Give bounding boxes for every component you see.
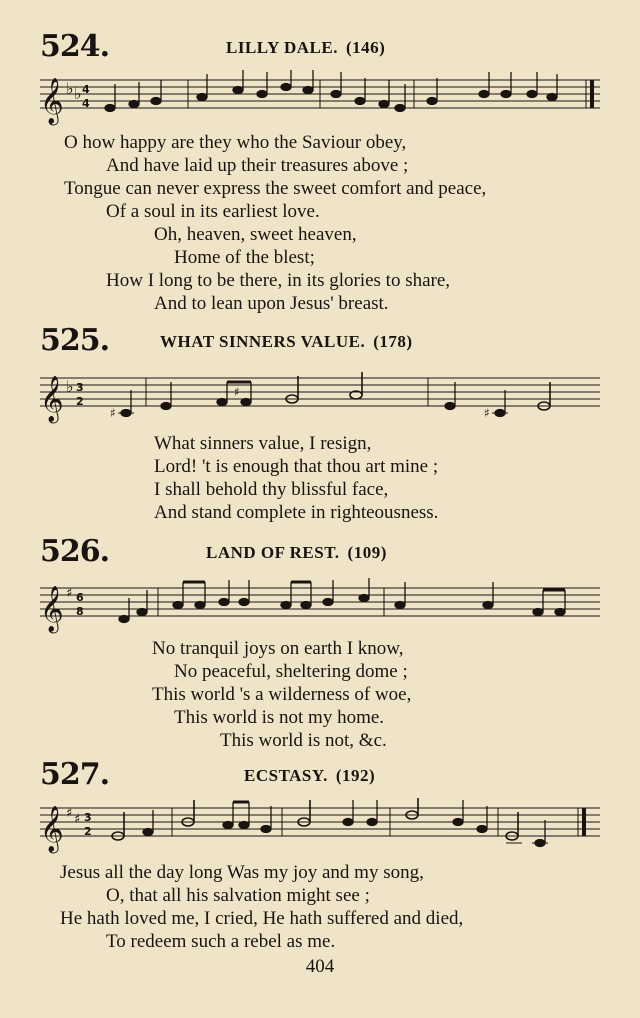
verse-line: This world 's a wilderness of woe, <box>152 684 412 705</box>
verse-line: And to lean upon Jesus' breast. <box>154 293 389 314</box>
svg-text:♯: ♯ <box>110 406 116 420</box>
hymn-524-header <box>0 29 640 64</box>
svg-text:♯: ♯ <box>74 812 81 827</box>
svg-text:♭: ♭ <box>74 84 82 103</box>
hymn-title <box>226 38 385 58</box>
svg-text:2: 2 <box>76 395 84 408</box>
verse-line: And stand complete in righteousness. <box>154 502 439 523</box>
svg-text:𝄞: 𝄞 <box>40 78 64 124</box>
tune-name: WHAT SINNERS VALUE. <box>160 332 366 351</box>
verse-line: What sinners value, I resign, <box>154 433 372 454</box>
hymn-title <box>206 543 387 563</box>
verse-line: Of a soul in its earliest love. <box>106 201 320 222</box>
verse-line: He hath loved me, I cried, He hath suffered and died, <box>60 908 464 929</box>
verse-line: This world is not, &c. <box>220 730 387 751</box>
svg-text:𝄞: 𝄞 <box>40 376 64 422</box>
hymn-number: 527. <box>40 757 110 792</box>
tune-name: LILLY DALE. <box>226 38 338 57</box>
verse-line: How I long to be there, in its glories to share, <box>106 270 451 291</box>
svg-text:♭: ♭ <box>66 377 74 396</box>
tune-name: LAND OF REST. <box>206 543 340 562</box>
verse-line: No peaceful, sheltering dome ; <box>174 661 408 682</box>
svg-text:♭: ♭ <box>66 79 74 98</box>
verse-line: O, that all his salvation might see ; <box>106 885 370 906</box>
hymn-title <box>244 766 375 786</box>
tune-reference: (178) <box>373 332 413 351</box>
svg-text:3: 3 <box>84 811 92 824</box>
svg-text:♯: ♯ <box>66 586 73 601</box>
hymn-525-header <box>0 323 640 358</box>
svg-text:♯: ♯ <box>234 385 240 399</box>
verse-line: Home of the blest; <box>174 247 315 268</box>
svg-text:6: 6 <box>76 591 84 604</box>
music-staff-525 <box>38 368 604 434</box>
svg-text:𝄞: 𝄞 <box>40 806 64 852</box>
hymn-number: 525. <box>40 323 110 358</box>
music-staff-524 <box>38 70 604 136</box>
hymn-527-header <box>0 757 640 792</box>
verse-line: Tongue can never express the sweet comfort and peace, <box>64 178 487 199</box>
svg-text:8: 8 <box>76 605 84 618</box>
tune-reference: (192) <box>335 766 376 785</box>
svg-text:4: 4 <box>82 83 90 96</box>
verse-line: This world is not my home. <box>174 707 385 728</box>
svg-text:2: 2 <box>84 825 92 838</box>
hymn-number: 526. <box>40 534 110 569</box>
verse-line: Jesus all the day long Was my joy and my song, <box>60 862 424 883</box>
verse-line: To redeem such a rebel as me. <box>106 931 336 952</box>
verse-line: Lord! 't is enough that thou art mine ; <box>154 456 439 477</box>
tune-name: ECSTASY. <box>244 766 328 785</box>
svg-text:3: 3 <box>76 381 84 394</box>
hymn-title <box>160 332 413 352</box>
hymn-number: 524. <box>40 29 110 64</box>
page-number: 404 <box>305 956 335 977</box>
hymn-526-header <box>0 534 640 569</box>
music-staff-527 <box>38 798 604 864</box>
tune-reference: (146) <box>345 38 386 57</box>
verse-line: O how happy are they who the Saviour obey, <box>64 132 407 153</box>
tune-reference: (109) <box>347 543 387 562</box>
verse-line: Oh, heaven, sweet heaven, <box>154 224 357 245</box>
verse-line: I shall behold thy blissful face, <box>154 479 389 500</box>
svg-text:♯: ♯ <box>66 806 73 821</box>
music-staff-526 <box>38 578 604 644</box>
svg-text:4: 4 <box>82 97 90 110</box>
verse-line: No tranquil joys on earth I know, <box>152 638 404 659</box>
svg-text:𝄞: 𝄞 <box>40 586 64 632</box>
svg-text:♯: ♯ <box>484 406 490 420</box>
verse-line: And have laid up their treasures above ; <box>106 155 409 176</box>
